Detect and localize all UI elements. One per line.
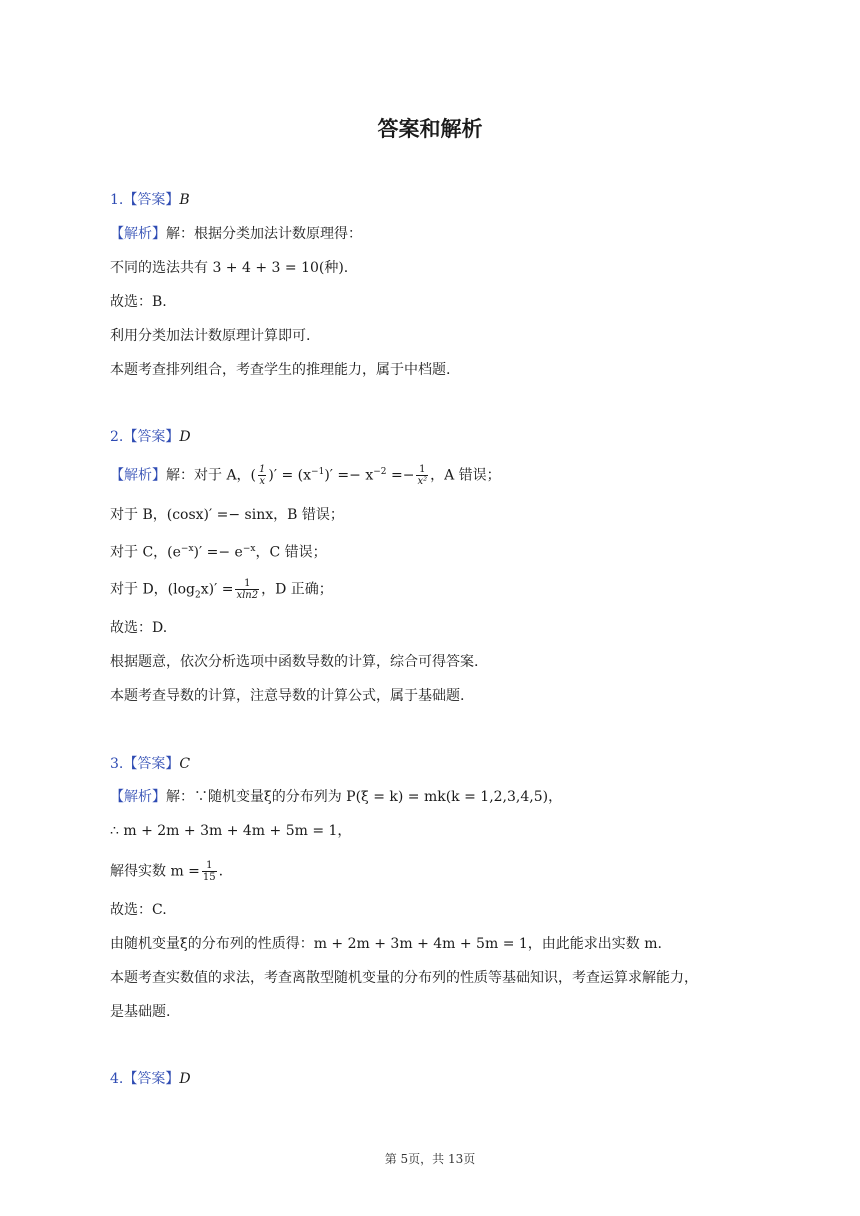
fraction-denominator: x² [417,476,428,488]
analysis-line: 对于 B，(cosx)′ =− sinx，B 错误； [110,507,344,523]
analysis-line: 故选：B. [110,294,167,310]
analysis-line: 本题考查实数值的求法，考查离散型随机变量的分布列的性质等基础知识，考查运算求解能力， [110,970,698,986]
fraction-numerator: 1 [235,578,259,590]
math-text: ，C 错误； [255,544,327,561]
answer-heading-1 [110,190,190,210]
analysis-tag: 【解析】 [110,789,166,805]
answer-heading-3 [110,754,190,774]
fraction-denominator: 15 [202,872,216,883]
analysis-text: 解：∵随机变量ξ的分布列为 P(ξ = k) = mk(k = 1,2,3,4,5)， [166,789,563,805]
math-text: 解：对于 A，( [166,467,257,484]
analysis-line [110,578,333,605]
analysis-line [110,787,562,807]
analysis-line: 本题考查导数的计算，注意导数的计算公式，属于基础题. [110,688,465,704]
page-footer: 第 5页，共 13页 [384,1152,476,1166]
math-text: 解得实数 m = [110,863,200,880]
answer-tag: 【答案】 [123,429,180,445]
analysis-line: 故选：C. [110,902,167,918]
analysis-line: 根据题意，依次分析选项中函数导数的计算，综合可得答案. [110,654,479,670]
math-text: 对于 C，(e [110,544,181,561]
subscript: 2 [195,590,201,601]
superscript: −2 [373,467,387,477]
answer-value: C [179,756,191,772]
analysis-line [110,462,501,487]
fraction [202,860,217,883]
answer-heading-2 [110,427,191,447]
math-text: )′ = (x [268,467,312,484]
superscript: −x [180,544,194,554]
math-text: =− [386,467,415,484]
fraction-numerator: 1 [202,860,217,872]
analysis-line: 利用分类加法计数原理计算即可. [110,328,311,344]
answer-value: D [179,429,191,445]
analysis-line: 不同的选法共有 3 + 4 + 3 = 10(种). [110,260,349,276]
answer-tag: 【答案】 [123,192,180,208]
math-text: ，D 正确； [261,581,333,598]
analysis-line: 由随机变量ξ的分布列的性质得：m + 2m + 3m + 4m + 5m = 1，由此能求出实数 m. [110,936,662,952]
fraction-numerator: 1 [259,464,266,476]
fraction-numerator: 1 [416,464,428,476]
fraction-denominator: x [259,476,266,488]
analysis-tag: 【解析】 [110,467,166,484]
math-text: x)′ = [200,581,234,598]
analysis-line: ∴ m + 2m + 3m + 4m + 5m = 1， [110,823,352,839]
answer-tag: 【答案】 [123,1071,180,1087]
analysis-line: 故选：D. [110,620,168,636]
analysis-line: 本题考查排列组合，考查学生的推理能力，属于中档题. [110,362,451,378]
analysis-line [110,539,327,563]
fraction [235,578,259,601]
analysis-tag: 【解析】 [110,226,166,242]
math-text: )′ =− e [193,544,243,561]
fraction [258,464,266,487]
question-number: 3. [110,756,124,772]
fraction-denominator: xln2 [236,590,259,601]
answer-heading-4 [110,1069,191,1089]
answer-tag: 【答案】 [123,756,180,772]
question-number: 1. [110,192,124,208]
math-text: ，A 错误； [430,467,501,484]
page-title: 答案和解析 [377,117,483,141]
fraction [416,464,428,487]
answer-value: B [179,192,190,208]
superscript: −x [242,544,256,554]
superscript: −1 [311,467,325,477]
analysis-line [110,224,362,244]
analysis-line [110,860,223,883]
math-text: 对于 D，(log [110,581,196,598]
math-text: . [218,863,224,880]
answer-value: D [179,1071,191,1087]
analysis-text: 解：根据分类加法计数原理得： [166,226,362,242]
question-number: 2. [110,429,124,445]
question-number: 4. [110,1071,124,1087]
math-text: )′ =− x [324,467,374,484]
analysis-line: 是基础题. [110,1004,171,1020]
